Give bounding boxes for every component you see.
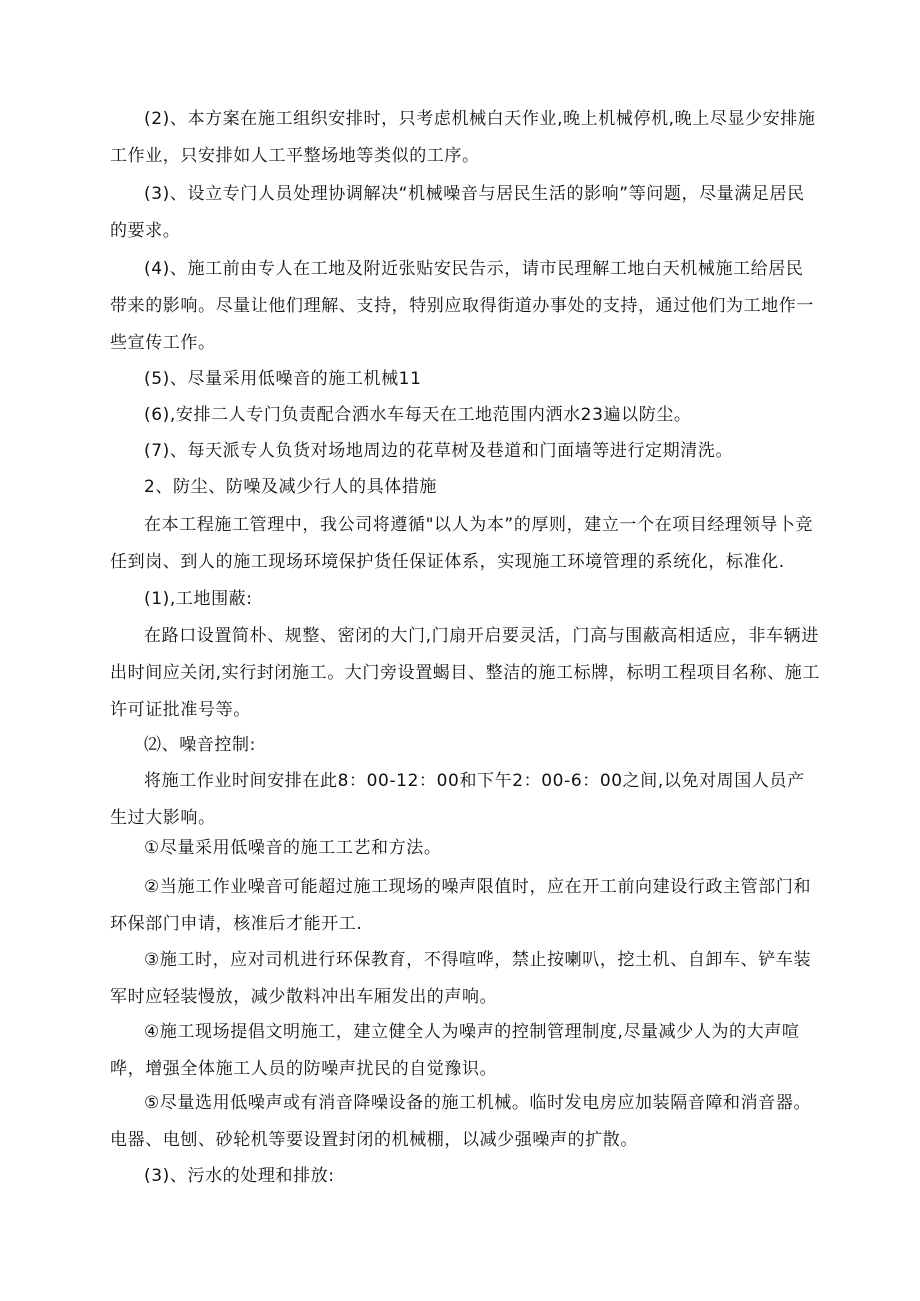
subheading-sewage: (3)、污水的处理和排放:: [144, 1166, 335, 1186]
paragraph-item-2: (2)、本方案在施工组织安排时，只考虑机械白天作业,晚上机械停机,晚上尽显少安排施工作业，只安排如人工平整场地等类似的工序。: [110, 109, 816, 166]
intro-paragraph: 在本工程施工管理中，我公司将遵循"以人为本”的厚则，建立一个在项目经理领导卜竞任到岗、到人的施工现场环境保护货任保证体系，实现施工环境管理的系统化，标准化.: [110, 515, 814, 572]
noise-measure-2: ②当施工作业噪音可能超过施工现场的噪声限值时，应在开工前向建设行政主管部门和环保部门申请，核准后才能开工.: [110, 877, 812, 934]
site-enclosure-paragraph: 在路口设置简朴、规整、密闭的大门,门扇开启要灵活，门高与围蔽高相适应，非车辆进出时间应关闭,实行封闭施工。大门旁设置蝎目、整洁的施工标牌，标明工程项目名称、施工许可证批准号等。: [110, 626, 821, 720]
paragraph-item-7: (7)、每天派专人负货对场地周边的花草树及巷道和门面墙等进行定期清洗。: [144, 441, 734, 461]
noise-measure-5: ⑤尽量选用低噪声或有消音降噪设备的施工机械。临时发电房应加装隔音障和消音器。电器、电刨、砂轮机等要设置封闭的机械棚，以减少强噪声的扩散。: [110, 1093, 812, 1150]
noise-measure-4: ④施工现场提倡文明施工，建立健全人为噪声的控制管理制度,尽量减少人为的大声喧哗，增强全体施工人员的防噪声扰民的自觉豫识。: [110, 1022, 800, 1079]
paragraph-item-5: (5)、尽量采用低噪音的施工机械11: [144, 369, 422, 389]
noise-measure-1: ①尽量采用低噪音的施工工艺和方法。: [144, 838, 442, 858]
paragraph-item-6: (6),安排二人专门负责配合洒水车每天在工地范围内洒水23遍以防尘。: [144, 405, 692, 425]
subheading-site-enclosure: (1),工地围蔽:: [144, 589, 253, 609]
subheading-noise-control: ⑵、噪音控制:: [144, 735, 256, 755]
paragraph-item-4: (4)、施工前由专人在工地及附近张贴安民告示，请市民理解工地白天机械施工给居民带来的影响。尽量让他们理解、支持，特别应取得街道办事处的支持，通过他们为工地作一些宣传工作。: [110, 259, 814, 353]
noise-measure-3: ③施工时，应对司机进行环保教育，不得喧哗，禁止按喇叭，挖土机、自卸车、铲车装军时应轻装慢放，减少散料冲出车厢发出的声响。: [110, 950, 812, 1007]
work-hours-paragraph: 将施工作业时间安排在此8：00-12：00和下午2：00-6：00之间,以免对周国人员产生过大影响。: [110, 771, 805, 828]
section-heading-2: 2、防尘、防噪及减少行人的具体措施: [144, 477, 438, 497]
paragraph-item-3: (3)、设立专门人员处理协调解决“机械噪音与居民生活的影响”等问题，尽量满足居民的要求。: [110, 184, 805, 241]
